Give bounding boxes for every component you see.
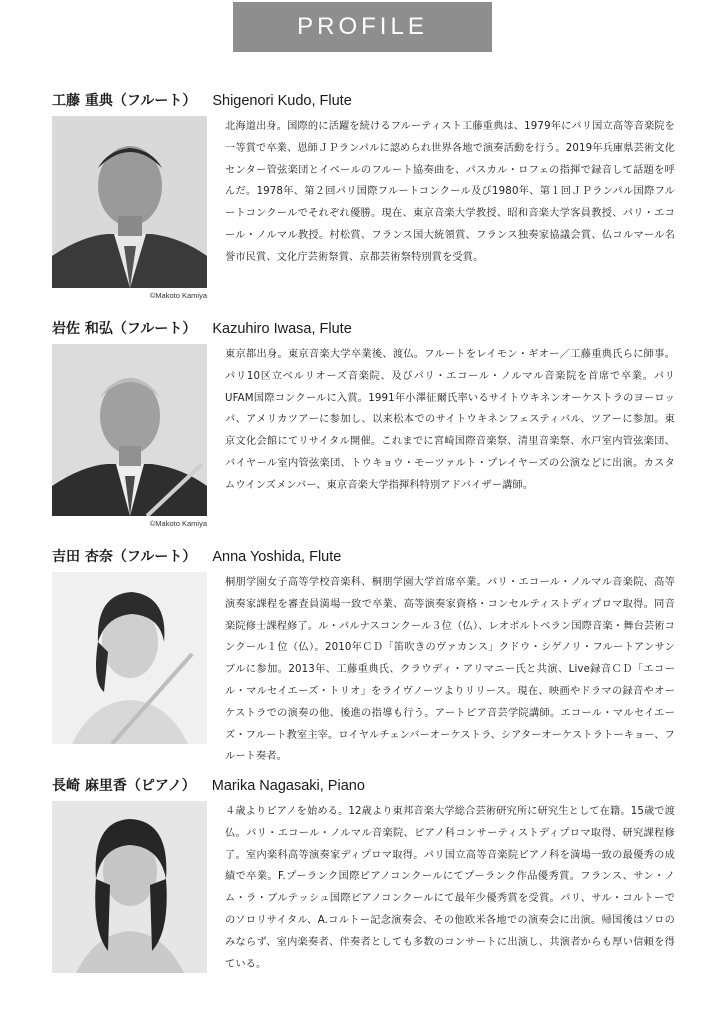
performer-name-ja: 工藤 重典（フルート）: [52, 93, 197, 109]
performer-name: [52, 90, 352, 110]
performer-photo: [52, 801, 207, 973]
performer-name: [52, 775, 365, 795]
performer-name-en: Marika Nagasaki, Piano: [211, 778, 365, 794]
photo-credit: ©Makoto Kamiya: [149, 519, 207, 528]
photo-credit: ©Makoto Kamiya: [149, 291, 207, 300]
performer-photo: [52, 344, 207, 516]
performer-name-en: Shigenori Kudo, Flute: [212, 93, 352, 109]
performer-name-ja: 長崎 麻里香（ピアノ）: [52, 778, 196, 794]
performer-name-ja: 岩佐 和弘（フルート）: [52, 321, 197, 337]
performer-biography: 桐朋学園女子高等学校音楽科、桐朋学園大学首席卒業。パリ・エコール・ノルマル音楽院、高等演奏家課程を審査員満場一致で卒業、高等演奏家資格・コンセルティストディプロマ取得。同音楽院修士課程修了。ル・パルナスコンクール３位（仏）、レオポルトベラン国際音楽・舞台芸術コンクール１位（仏）。2010年ＣＤ「笛吹きのヴァカンス」クドウ・シゲノリ・フルートアンサンブルに参加。2013年、工藤重典氏、クラウディ・アリマニー氏と共演、Live録音ＣＤ「エコール・マルセイエーズ・トリオ」をライヴノーツよりリリース。現在、映画やドラマの録音やオーケストラでの演奏の他、後進の指導も行う。アートピア音芸学院講師。エコール・マルセイエーズ・フルート教室主宰。ロイヤルチェンバーオーケストラ、シアターオーケストラトーキョー、フルート奏者。: [225, 577, 675, 763]
performer-name: [52, 318, 352, 338]
performer-name-en: Kazuhiro Iwasa, Flute: [212, 321, 352, 337]
performer-name-en: Anna Yoshida, Flute: [212, 549, 342, 565]
performer-name: [52, 546, 341, 566]
performer-biography: 北海道出身。国際的に活躍を続けるフルーティスト工藤重典は、1979年にパリ国立高等音楽院を一等賞で卒業、恩師ＪＰランパルに認められ世界各地で演奏活動を行う。2019年兵庫県芸術文化センター管弦楽団とイベールのフルート協奏曲を、パスカル・ロフェの指揮で録音して話題を呼んだ。1978年、第２回パリ国際フルートコンクール及び1980年、第１回ＪＰランパル国際フルートコンクールでそれぞれ優勝。現在、東京音楽大学教授、昭和音楽大学客員教授、パリ・エコール・ノルマル教授。村松賞、フランス国大統領賞、フランス独奏家協議会賞、仏コルマール名誉市民賞、文化庁芸術祭賞、京都芸術祭特別賞を受賞。: [225, 121, 675, 263]
profile-heading: PROFILE: [233, 2, 492, 52]
performer-biography: 東京都出身。東京音楽大学卒業後、渡仏。フルートをレイモン・ギオー／工藤重典氏らに師事。パリ10区立ベルリオーズ音楽院、及びパリ・エコール・ノルマル音楽院を首席で卒業。パリUFAM国際コンクールに入賞。1991年小澤征爾氏率いるサイトウキネンオーケストラのヨーロッパ、アメリカツアーに参加し、以来松本でのサイトウキネンフェスティバル、ツアーに参加。東京文化会館にてリサイタル開催。これまでに宮崎国際音楽祭、清里音楽祭、水戸室内管弦楽団、バイヤール室内管弦楽団、トウキョウ・モーツァルト・プレイヤーズの公演などに出演。カスタムウインズメンバー、東京音楽大学指揮科特別アドバイザー講師。: [225, 349, 675, 491]
performer-photo: [52, 116, 207, 288]
performer-photo: [52, 572, 207, 744]
performer-biography: ４歳よりピアノを始める。12歳より東邦音楽大学総合芸術研究所に研究生として在籍。15歳で渡仏。パリ・エコール・ノルマル音楽院、ピアノ科コンサーティストディプロマ取得、研究課程修了。室内楽科高等演奏家ディプロマ取得。パリ国立高等音楽院ピアノ科を満場一致の最優秀の成績で卒業。F.プーランク国際ピアノコンクールにてプーランク作品優秀賞。フランス、サン・ノム・ラ・ブルテッシュ国際ピアノコンクールにて最年少優秀賞を受賞。パリ、サル・コルトーでのソロリサイタル、A.コルトー記念演奏会、その他欧米各地での演奏会に出演。帰国後はソロのみならず、室内楽奏者、伴奏者としても多数のコンサートに出演し、共演者からも厚い信頼を得ている。: [225, 806, 675, 970]
performer-name-ja: 吉田 杏奈（フルート）: [52, 549, 197, 565]
